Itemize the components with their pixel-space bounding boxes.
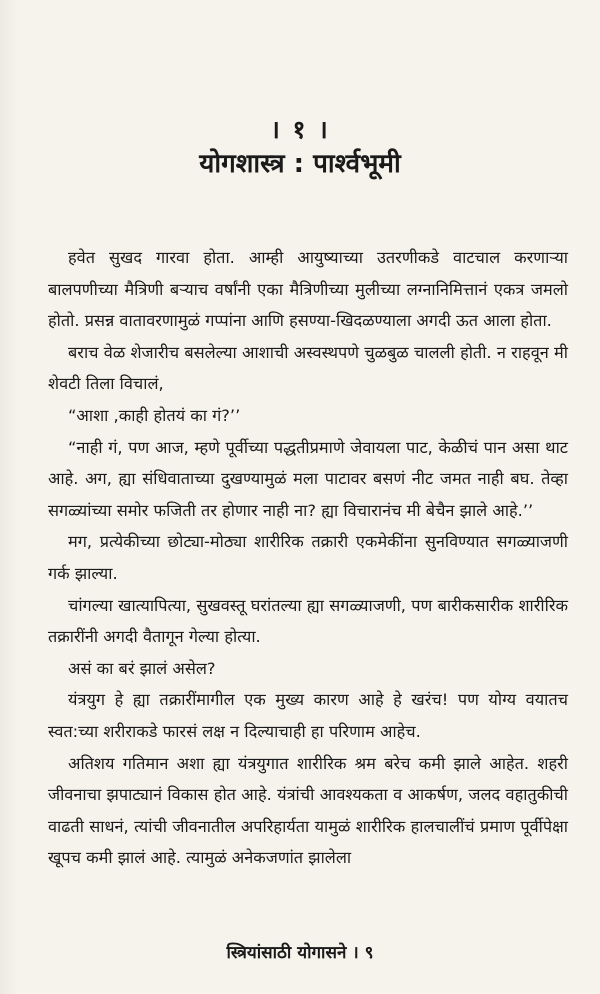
paragraph: हवेत सुखद गारवा होता. आम्ही आयुष्याच्या उतरणीकडे वाटचाल करणाऱ्या बालपणीच्या मैत्रिणी बऱ्याच वर्षांनी एका मैत्रिणीच्या मुलीच्या लग्नानिमित्तानं एकत्र जमलो होतो. प्रसन्न वातावरणामुळं गप्पांना आणि हसण्या-खिदळण्याला अगदी ऊत आला होता. (48, 248, 568, 331)
paragraph: बराच वेळ शेजारीच बसलेल्या आशाची अस्वस्थपणे चुळबुळ चालली होती. न राहवून मी शेवटी तिला विचालं, (48, 342, 568, 394)
chapter-title: योगशास्त्र : पार्श्वभूमी (199, 149, 401, 179)
paragraph: असं का बरं झालं असेल? (68, 658, 216, 678)
paragraph: अतिशय गतिमान अशा ह्या यंत्रयुगात शारीरिक श्रम बरेच कमी झाले आहेत. शहरी जीवनाचा झपाट्यानं विकास होत आहे. यंत्रांची आवश्यकता व आकर्षण, जलद वहातुकीची वाढती साधनं, त्यांची जीवनातील अपरिहार्यता यामुळं शारीरिक हालचालींचं प्रमाण पूर्वीपेक्षा खूपच कमी झालं आहे. त्यामुळं अनेकजणांत झालेला (48, 753, 568, 868)
page-footer: स्त्रियांसाठी योगासने । ९ (226, 943, 374, 963)
paragraph: “नाही गं, पण आज, म्हणे पूर्वीच्या पद्धतीप्रमाणे जेवायला पाट, केळीचं पान असा थाट आहे. अग, ह्या संधिवाताच्या दुखण्यामुळं मला पाटावर बसणं नीट जमत नाही बघ. तेव्हा सगळ्यांच्या समोर फजिती तर होणार नाही ना? ह्या विचारानंच मी बेचैन झाले आहे.’’ (48, 437, 568, 520)
paragraph: चांगल्या खात्यापित्या, सुखवस्तू घरांतल्या ह्या सगळ्याजणी, पण बारीकसारीक शारीरिक तक्रारींनी अगदी वैतागून गेल्या होत्या. (48, 595, 568, 647)
paragraph: “आशा ,काही होतयं का गं?’’ (68, 405, 241, 425)
chapter-number: । १ । (270, 115, 330, 144)
paragraph: मग, प्रत्येकीच्या छोट्या-मोठ्या शारीरिक तक्रारी एकमेकींना सुनविण्यात सगळ्याजणी गर्क झाल्या. (48, 532, 568, 583)
body-text (48, 242, 568, 874)
paragraph: यंत्रयुग हे ह्या तक्रारींमागील एक मुख्य कारण आहे हे खरंच! पण योग्य वयातच स्वत:च्या शरीराकडे फारसं लक्ष न दिल्याचाही हा परिणाम आहेच. (48, 690, 568, 741)
